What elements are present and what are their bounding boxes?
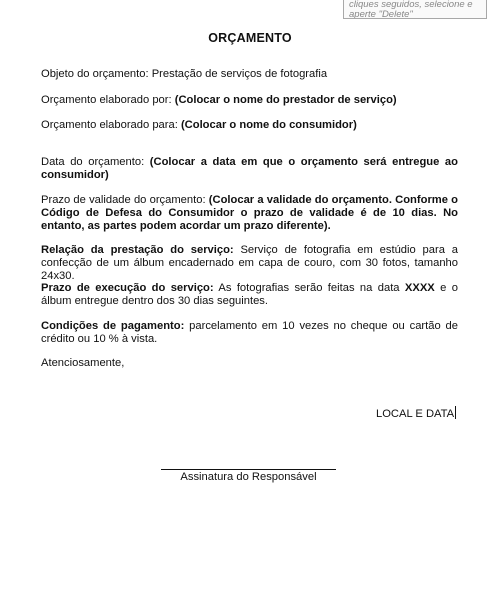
relacao-label: Relação da prestação do serviço: xyxy=(41,244,234,256)
validade-paragraph xyxy=(41,194,458,233)
elaborado-para-value: (Colocar o nome do consumidor) xyxy=(180,119,357,131)
instruction-note xyxy=(343,0,487,19)
relacao-text: Serviço de fotografia em estúdio para a confecção de um álbum encadernado em capa de couro, com 30 fotos, tamanho 24x30. xyxy=(41,244,458,282)
validade-value: (Colocar a validade do orçamento. Conforme o Código de Defesa do Consumidor o prazo de validade é de 10 dias. No entanto, as partes podem acordar um prazo diferente). xyxy=(41,194,459,232)
prazo-execucao-text-after: e o álbum entregue dentro dos 30 dias seguintes. xyxy=(41,282,458,307)
text-cursor xyxy=(455,406,456,419)
document-title: ORÇAMENTO xyxy=(208,31,292,45)
objeto-line: Objeto do orçamento: Prestação de serviços de fotografia xyxy=(41,68,328,80)
elaborado-para-line xyxy=(41,119,458,132)
prazo-execucao-text-before: As fotografias serão feitas na data xyxy=(213,282,405,294)
pagamento-label: Condições de pagamento: xyxy=(41,320,185,332)
signature-label: Assinatura do Responsável xyxy=(180,471,317,483)
local-data-text: LOCAL E DATA xyxy=(376,408,455,420)
note-line-1: cliques seguidos, selecione e xyxy=(349,0,473,10)
pagamento-text: parcelamento em 10 vezes no cheque ou cartão de crédito ou 10 % à vista. xyxy=(41,320,458,345)
elaborado-por-value: (Colocar o nome do prestador de serviço) xyxy=(174,94,397,106)
note-line-2: aperte "Delete" xyxy=(349,9,413,19)
closing-text: Atenciosamente, xyxy=(41,357,125,369)
elaborado-para-label: Orçamento elaborado para: xyxy=(41,119,181,131)
prazo-execucao-label: Prazo de execução do serviço: xyxy=(41,282,214,294)
data-orcamento-paragraph xyxy=(41,156,458,182)
local-data-line xyxy=(376,406,456,420)
elaborado-por-label: Orçamento elaborado por: xyxy=(41,94,175,106)
data-orcamento-value: (Colocar a data em que o orçamento será entregue ao consumidor) xyxy=(41,156,458,181)
data-orcamento-label: Data do orçamento: xyxy=(41,156,150,168)
pagamento-paragraph xyxy=(41,320,458,346)
validade-label: Prazo de validade do orçamento: xyxy=(41,194,209,206)
prazo-execucao-date: XXXX xyxy=(404,282,435,294)
relacao-paragraph xyxy=(41,244,458,283)
signature-line xyxy=(161,469,336,470)
elaborado-por-line xyxy=(41,94,458,107)
prazo-execucao-paragraph xyxy=(41,282,458,308)
